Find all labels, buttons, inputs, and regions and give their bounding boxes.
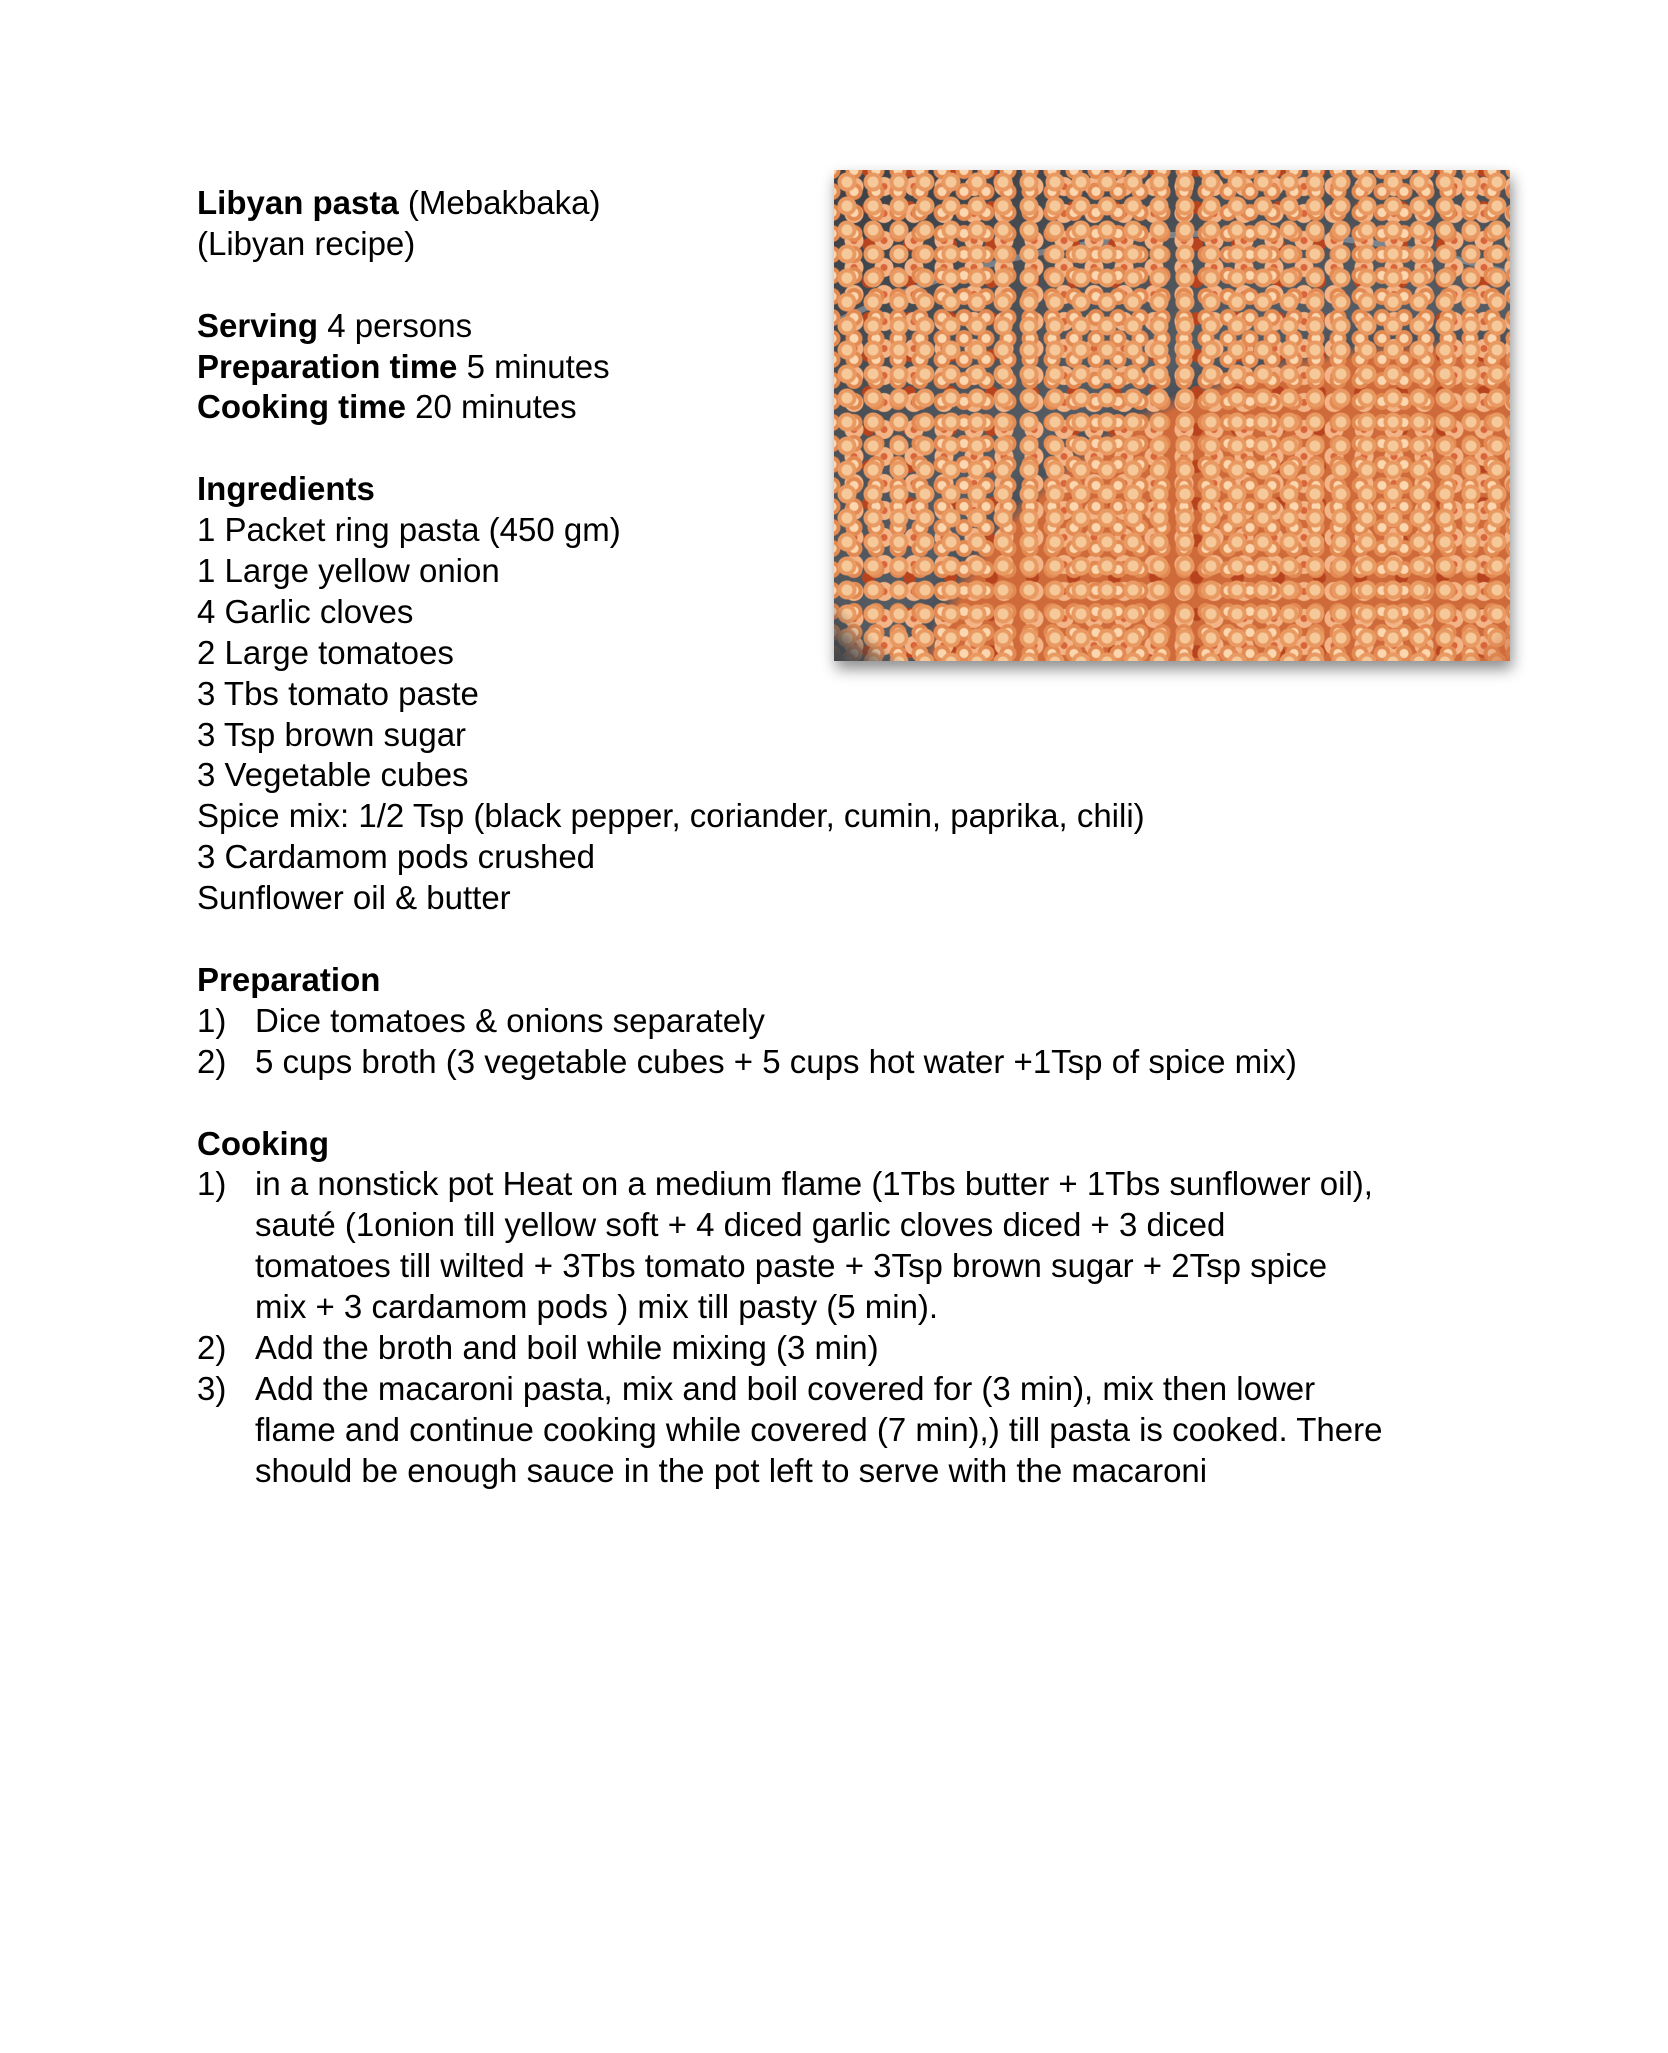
meta-preparation-time [197, 347, 1497, 388]
step-number: 2) [197, 1042, 227, 1080]
recipe-subtitle: (Libyan recipe) [197, 224, 416, 262]
recipe-document [197, 183, 1497, 1492]
ingredient-item: 4 Garlic cloves [197, 592, 414, 630]
step-text [255, 1164, 1373, 1328]
preparation-heading: Preparation [197, 960, 381, 998]
ingredient-item: Sunflower oil & butter [197, 879, 511, 917]
step-line: Add the macaroni pasta, mix and boil covered for (3 min), mix then lower [255, 1369, 1316, 1407]
step-line: 5 cups broth (3 vegetable cubes + 5 cups hot water +1Tsp of spice mix) [255, 1042, 1297, 1080]
meta-cooking-time [197, 387, 1497, 428]
cooking-steps [197, 1164, 1497, 1491]
cooking-step [197, 1328, 1497, 1369]
step-number: 2) [197, 1328, 227, 1366]
meta-value: 20 minutes [406, 388, 577, 426]
ingredient-item: 1 Packet ring pasta (450 gm) [197, 511, 621, 549]
step-text [255, 1369, 1382, 1492]
ingredients-heading: Ingredients [197, 470, 375, 508]
preparation-step [197, 1001, 1497, 1042]
step-line: sauté (1onion till yellow soft + 4 diced garlic cloves diced + 3 diced [255, 1206, 1226, 1244]
step-line: mix + 3 cardamom pods ) mix till pasty (5 min). [255, 1288, 939, 1326]
step-line: in a nonstick pot Heat on a medium flame (1Tbs butter + 1Tbs sunflower oil), [255, 1165, 1373, 1203]
step-line: should be enough sauce in the pot left to serve with the macaroni [255, 1451, 1208, 1489]
step-text [255, 1328, 879, 1369]
step-text [255, 1042, 1297, 1083]
step-line: Dice tomatoes & onions separately [255, 1001, 765, 1039]
step-text [255, 1001, 765, 1042]
meta-value: 4 persons [318, 306, 473, 344]
preparation-step [197, 1042, 1497, 1083]
meta-label: Serving [197, 306, 319, 344]
step-line: flame and continue cooking while covered (7 min),) till pasta is cooked. There [255, 1410, 1383, 1448]
preparation-steps [197, 1001, 1497, 1083]
meta-serving [197, 306, 1497, 347]
step-number: 1) [197, 1165, 227, 1203]
title-alt-name: (Mebakbaka) [398, 184, 601, 221]
cooking-step [197, 1164, 1497, 1328]
step-line: Add the broth and boil while mixing (3 min) [255, 1328, 879, 1366]
cooking-heading: Cooking [197, 1124, 329, 1162]
ingredient-item: Spice mix: 1/2 Tsp (black pepper, coriander, cumin, paprika, chili) [197, 797, 1145, 835]
ingredient-item: 3 Tsp brown sugar [197, 715, 467, 753]
ingredient-item: 3 Tbs tomato paste [197, 674, 479, 712]
title-bold: Libyan pasta [197, 184, 399, 221]
ingredient-item: 3 Cardamom pods crushed [197, 838, 596, 876]
ingredient-item: 1 Large yellow onion [197, 552, 500, 590]
step-line: tomatoes till wilted + 3Tbs tomato paste + 3Tsp brown sugar + 2Tsp spice [255, 1247, 1328, 1285]
meta-value: 5 minutes [457, 347, 610, 385]
step-number: 1) [197, 1001, 227, 1039]
cooking-step [197, 1369, 1497, 1492]
step-number: 3) [197, 1369, 227, 1407]
meta-label: Cooking time [197, 388, 407, 426]
meta-label: Preparation time [197, 347, 458, 385]
ingredients-list [197, 510, 1497, 919]
ingredient-item: 3 Vegetable cubes [197, 756, 469, 794]
recipe-title [197, 183, 1497, 224]
ingredient-item: 2 Large tomatoes [197, 633, 454, 671]
